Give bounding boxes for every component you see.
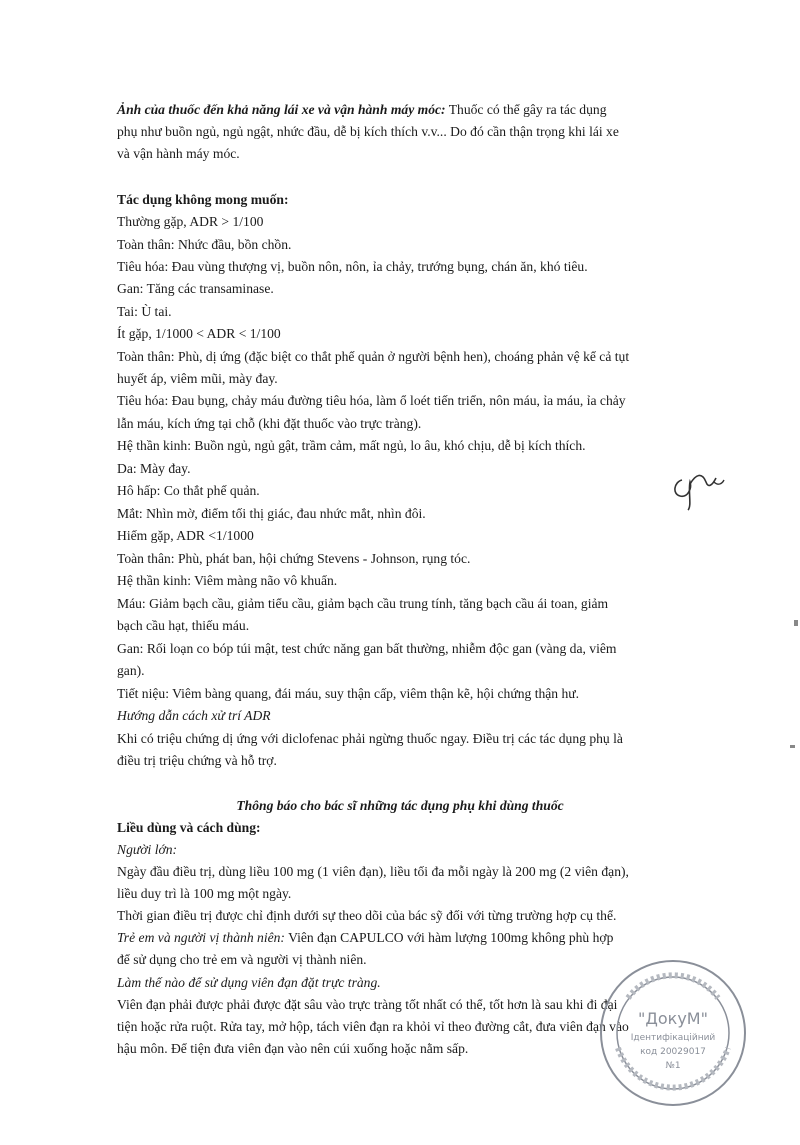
text-line: Tiết niệu: Viêm bàng quang, đái máu, suy thận cấp, viêm thận kẽ, hội chứng thận hư. <box>117 686 580 701</box>
side-effects-heading: Tác dụng không mong muốn: <box>117 192 289 207</box>
text-line: Tiêu hóa: Đau bụng, chảy máu đường tiêu hóa, làm ổ loét tiến triển, nôn máu, ỉa máu, ỉa chảy <box>117 393 626 408</box>
round-seal-stamp <box>598 958 748 1108</box>
notify-doctor-note: Thông báo cho bác sĩ những tác dụng phụ khi dùng thuốc <box>236 798 564 813</box>
text-line: điều trị triệu chứng và hỗ trợ. <box>117 753 277 768</box>
adults-subheading: Người lớn: <box>117 842 178 857</box>
text-line: huyết áp, viêm mũi, mày đay. <box>117 371 278 386</box>
text-line: phụ như buồn ngủ, ngủ ngật, nhức đầu, dễ bị kích thích v.v... Do đó cần thận trọng khi lái xe <box>117 124 619 139</box>
text-line: Toàn thân: Nhức đầu, bồn chồn. <box>117 237 292 252</box>
text-line: Gan: Rối loạn co bóp túi mật, test chức năng gan bất thường, nhiễm độc gan (vàng da, viêm <box>117 641 617 656</box>
text-line: Tiêu hóa: Đau vùng thượng vị, buồn nôn, nôn, ỉa chảy, trướng bụng, chán ăn, khó tiêu. <box>117 259 588 274</box>
children-text: Viên đạn CAPULCO với hàm lượng 100mg không phù hợp <box>284 930 614 945</box>
text-line: Thời gian điều trị được chỉ định dưới sự theo dõi của bác sỹ đối với từng trường hợp cụ thể. <box>117 908 617 923</box>
seal-name: "ДокуМ" <box>638 1009 708 1028</box>
text-line: Toàn thân: Phù, phát ban, hội chứng Stevens - Johnson, rụng tóc. <box>117 551 471 566</box>
children-paragraph <box>117 930 613 946</box>
driving-effects-paragraph <box>117 102 607 118</box>
seal-number: №1 <box>665 1061 681 1071</box>
frequency-uncommon: Ít gặp, 1/1000 < ADR < 1/100 <box>117 326 281 341</box>
driving-effects-heading: Ảnh của thuốc đến khả năng lái xe và vận hành máy móc: <box>117 102 446 117</box>
text-line: Mắt: Nhìn mờ, điểm tối thị giác, đau nhức mắt, nhìn đôi. <box>117 506 426 521</box>
suppository-usage-subheading: Làm thế nào để sử dụng viên đạn đặt trực tràng. <box>117 975 381 990</box>
text-line: Da: Mày đay. <box>117 461 191 476</box>
scan-edge-mark <box>790 745 795 748</box>
text-line: Tai: Ù tai. <box>117 304 172 319</box>
text-line: gan). <box>117 663 145 678</box>
driving-effects-text: Thuốc có thể gây ra tác dụng <box>445 102 607 117</box>
text-line: và vận hành máy móc. <box>117 146 240 161</box>
seal-code: код 20029017 <box>640 1047 706 1057</box>
text-line: Viên đạn phải được phải được đặt sâu vào trực tràng tốt nhất có thể, tốt hơn là sau khi đi đại <box>117 997 618 1012</box>
children-subheading: Trẻ em và người vị thành niên: <box>117 930 285 945</box>
text-line: Khi có triệu chứng dị ứng với diclofenac phải ngừng thuốc ngay. Điều trị các tác dụng phụ là <box>117 731 623 746</box>
text-line: để sử dụng cho trẻ em và người vị thành niên. <box>117 952 367 967</box>
text-line: tiện hoặc rửa ruột. Rửa tay, mở hộp, tách viên đạn ra khỏi vỉ theo đường cắt, đưa viên đạn vào <box>117 1019 629 1034</box>
signature-initials <box>668 462 728 512</box>
text-line: lẫn máu, kích ứng tại chỗ (khi đặt thuốc vào trực tràng). <box>117 416 422 431</box>
text-line: bạch cầu hạt, thiếu máu. <box>117 618 250 633</box>
frequency-common: Thường gặp, ADR > 1/100 <box>117 214 264 229</box>
dosage-heading: Liều dùng và cách dùng: <box>117 820 261 835</box>
text-line: Máu: Giảm bạch cầu, giảm tiểu cầu, giảm bạch cầu trung tính, tăng bạch cầu ái toan, giảm <box>117 596 609 611</box>
frequency-rare: Hiếm gặp, ADR <1/1000 <box>117 528 254 543</box>
text-line: liều duy trì là 100 mg một ngày. <box>117 886 292 901</box>
text-line: hậu môn. Để tiện đưa viên đạn vào nên cúi xuống hoặc nằm sấp. <box>117 1041 469 1056</box>
seal-id-label: Ідентифікаційний <box>630 1033 716 1043</box>
text-line: Hệ thần kinh: Viêm màng não vô khuẩn. <box>117 573 338 588</box>
text-line: Toàn thân: Phù, dị ứng (đặc biệt co thắt phế quản ở người bệnh hen), choáng phản vệ kể cả tụt <box>117 349 630 364</box>
text-line: Gan: Tăng các transaminase. <box>117 281 274 296</box>
adr-management-heading: Hướng dẫn cách xử trí ADR <box>117 708 271 723</box>
scan-edge-mark <box>794 620 798 626</box>
text-line: Hô hấp: Co thắt phế quản. <box>117 483 260 498</box>
text-line: Ngày đầu điều trị, dùng liều 100 mg (1 viên đạn), liều tối đa mỗi ngày là 200 mg (2 viên đạn), <box>117 864 629 879</box>
text-line: Hệ thần kinh: Buồn ngủ, ngủ gật, trầm cảm, mất ngủ, lo âu, khó chịu, dễ bị kích thích. <box>117 438 586 453</box>
